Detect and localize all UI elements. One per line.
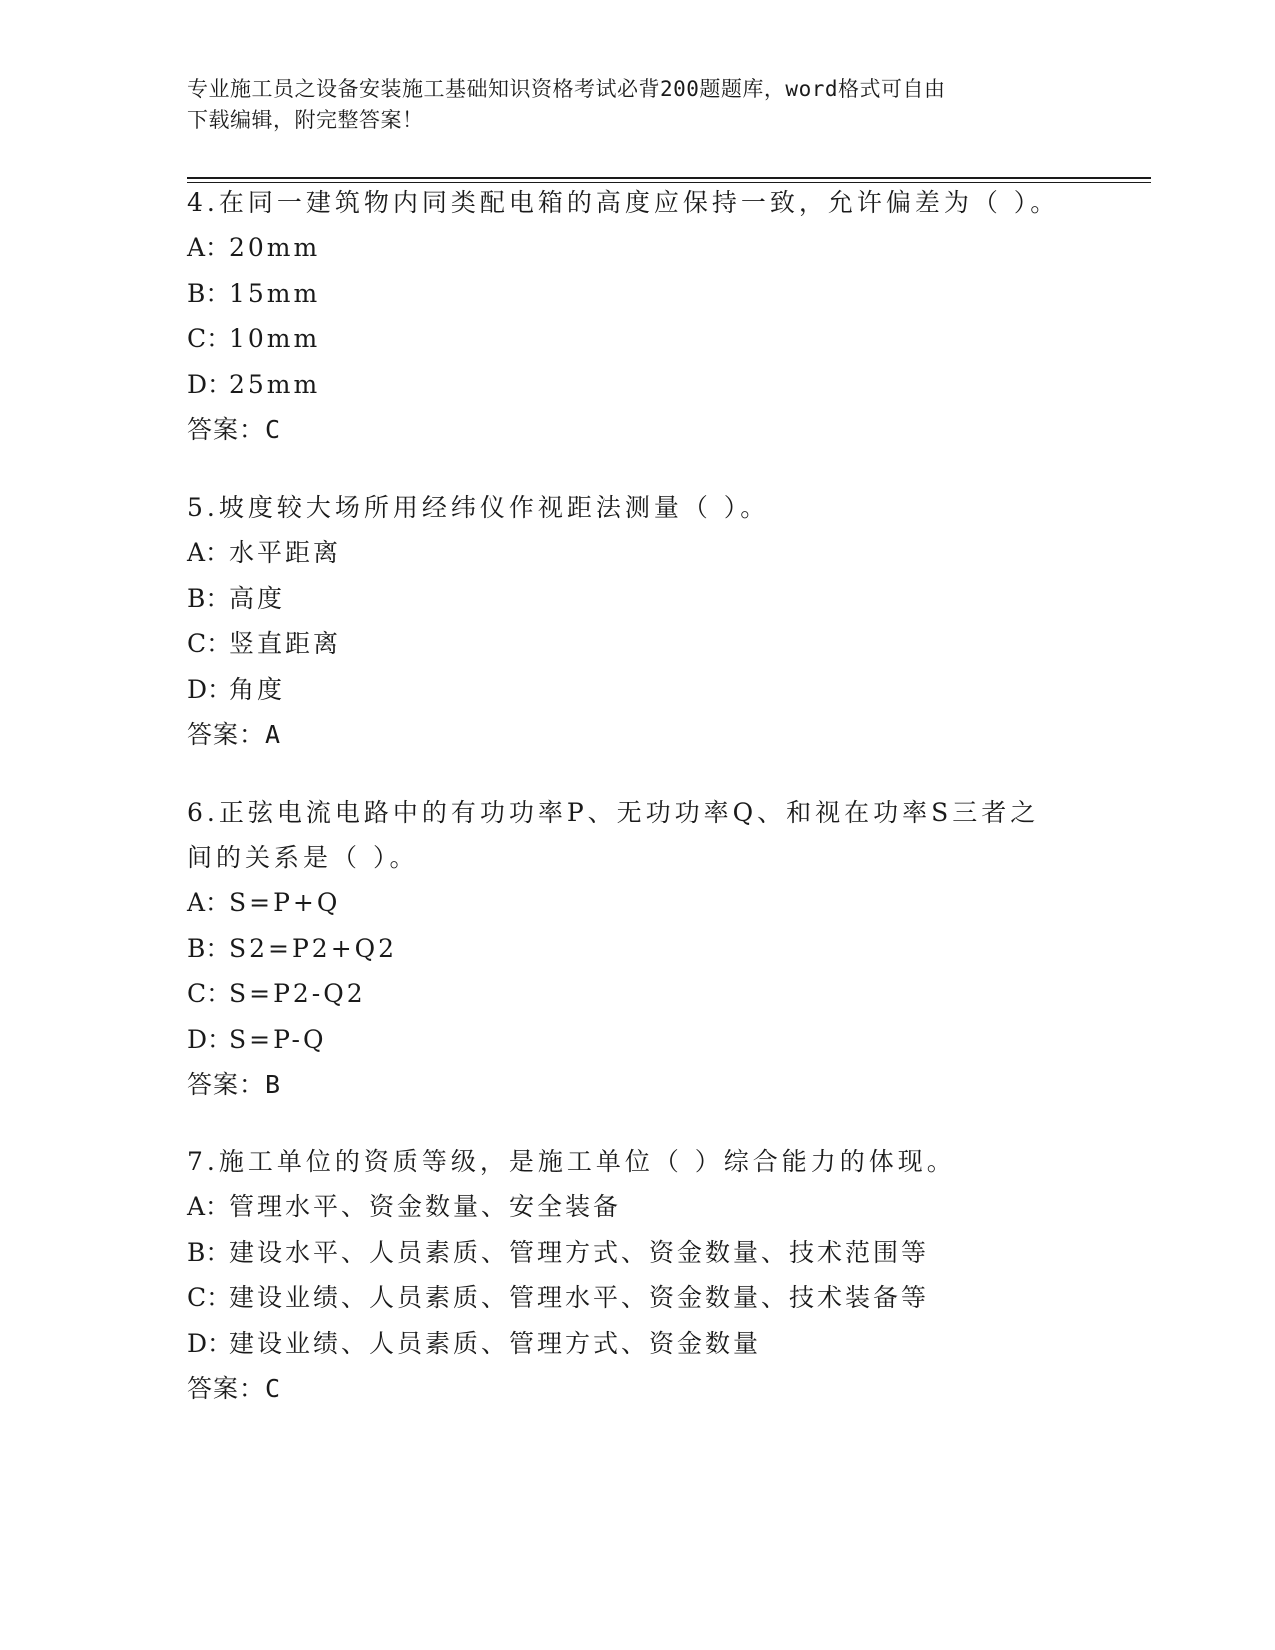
answer-label: 答案： [187,1374,266,1403]
option-a [187,530,1087,576]
option-d [187,362,1087,408]
header-line-2: 下载编辑，附完整答案！ [187,108,424,132]
option-letter: B： [187,933,231,963]
answer-value: A [265,720,282,749]
option-letter: C： [187,979,232,1008]
option-letter: A： [187,888,231,917]
option-text: 管理水平、资金数量、安全装备 [229,1192,622,1221]
option-text: 角度 [229,674,286,704]
answer-line [187,1366,1087,1411]
option-b [187,1230,1087,1276]
option-text: 水平距离 [229,538,342,567]
option-text: 建设业绩、人员素质、管理水平、资金数量、技术装备等 [229,1283,930,1312]
option-text: 竖直距离 [229,629,342,658]
answer-value: C [265,1374,282,1403]
option-a [187,1184,1087,1230]
question-stem: 5.坡度较大场所用经纬仪作视距法测量（ ）。 [187,493,770,522]
option-letter: C： [187,324,232,353]
option-d [187,667,1087,713]
option-c [187,316,1087,362]
option-a [187,225,1087,271]
document-header [187,74,1067,136]
option-letter: A： [187,538,231,567]
question-stem: 7.施工单位的资质等级，是施工单位（ ）综合能力的体现。 [187,1147,956,1176]
option-text: S=P-Q [229,1024,327,1054]
answer-line [187,1062,1057,1107]
option-text: 高度 [229,583,286,613]
answer-value: B [265,1070,282,1099]
question-block [187,180,1087,452]
option-b [187,926,1057,972]
answer-value: C [265,415,282,444]
option-letter: A： [187,1192,231,1221]
answer-line [187,712,1087,757]
option-text: 10mm [229,324,321,353]
option-letter: D： [187,674,233,704]
option-c [187,1275,1087,1321]
option-text: 建设业绩、人员素质、管理方式、资金数量 [229,1328,762,1358]
option-letter: B： [187,1237,231,1267]
option-letter: A： [187,233,231,262]
question-stem: 6.正弦电流电路中的有功功率P、无功功率Q、和视在功率S三者之间的关系是（ ）。 [187,798,1040,872]
header-line-1: 专业施工员之设备安装施工基础知识资格考试必背200题题库，word格式可自由 [187,77,946,101]
option-letter: C： [187,1283,232,1312]
option-letter: D： [187,1024,233,1054]
question-block [187,1139,1087,1411]
option-letter: D： [187,1328,233,1358]
answer-label: 答案： [187,720,266,749]
option-d [187,1321,1087,1367]
option-text: S=P+Q [229,888,341,917]
option-letter: D： [187,369,233,399]
option-text: 25mm [229,369,321,399]
answer-label: 答案： [187,415,266,444]
option-letter: B： [187,278,231,308]
option-text: 建设水平、人员素质、管理方式、资金数量、技术范围等 [229,1237,930,1267]
answer-label: 答案： [187,1070,266,1099]
option-text: 15mm [229,278,321,308]
header-divider-thick [187,177,1151,179]
question-block [187,790,1057,1107]
option-text: S=P2-Q2 [229,979,366,1008]
option-d [187,1017,1057,1063]
answer-line [187,407,1087,452]
option-text: S2=P2+Q2 [229,933,398,963]
option-c [187,971,1057,1017]
option-letter: C： [187,629,232,658]
option-c [187,621,1087,667]
option-a [187,880,1057,926]
question-block [187,485,1087,757]
question-stem: 4.在同一建筑物内同类配电箱的高度应保持一致，允许偏差为（ ）。 [187,188,1060,217]
option-text: 20mm [229,233,321,262]
option-letter: B： [187,583,231,613]
option-b [187,576,1087,622]
option-b [187,271,1087,317]
